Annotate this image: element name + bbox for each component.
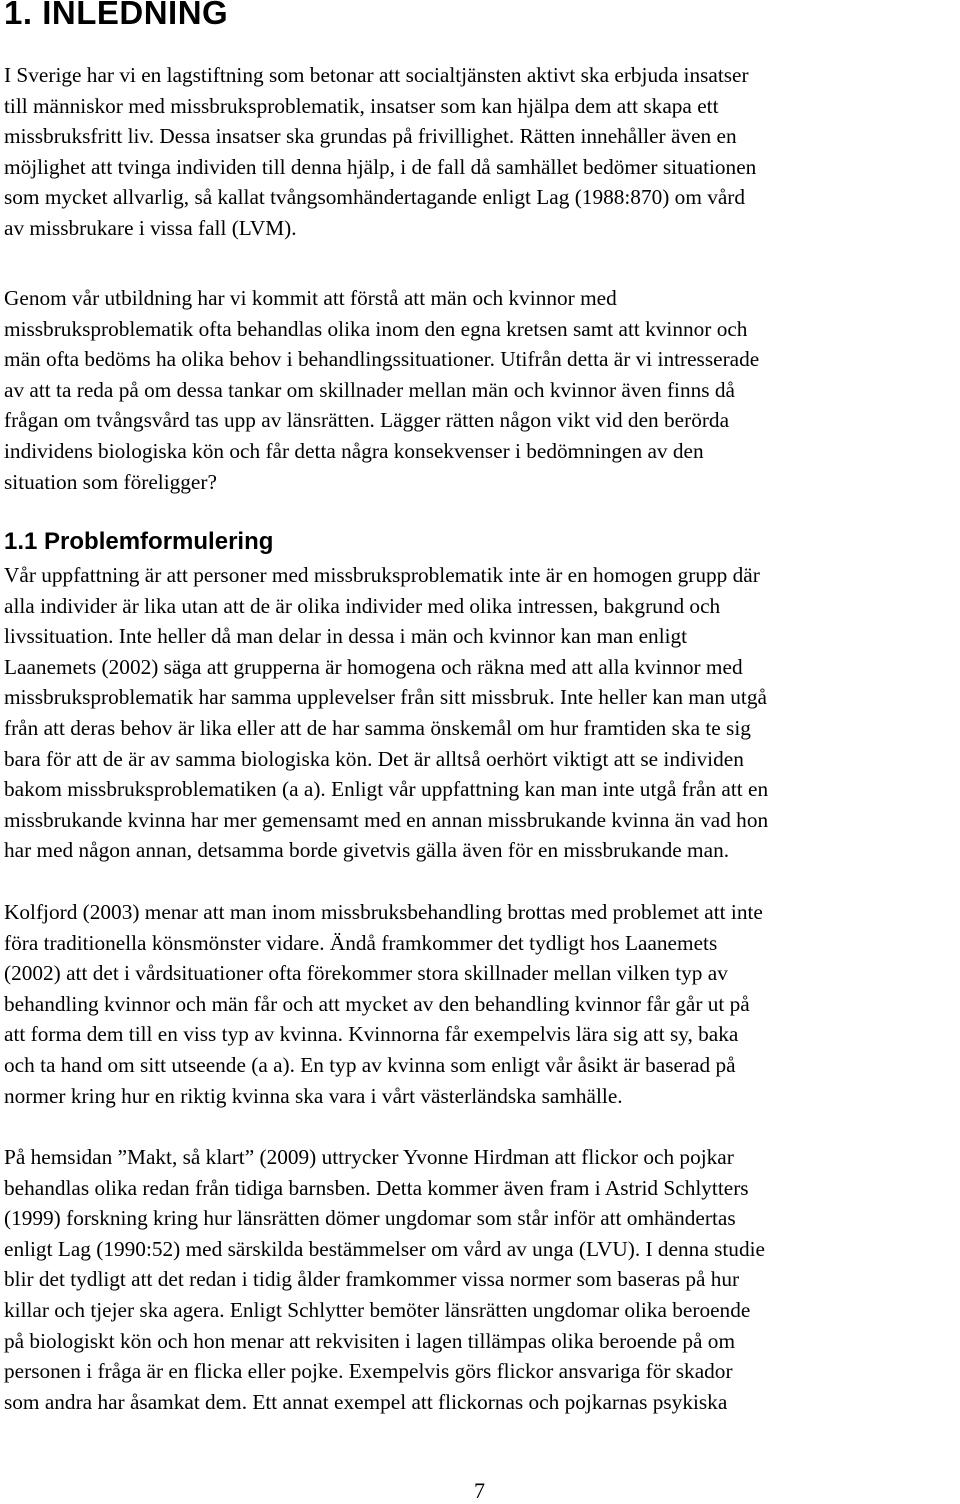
problem-paragraph-3: På hemsidan ”Makt, så klart” (2009) uttrycker Yvonne Hirdman att flickor och pojkar behandlas olika redan från tidiga barnsben. Detta kommer även fram i Astrid Schlytters (1999) forskning kring hur länsrätten dömer ungdomar som står inför att omhändertas enligt Lag (1990:52) med särskilda bestämmelser om vård av unga (LVU). I denna studie blir det tydligt att det redan i tidig ålder framkommer vissa normer som baseras på hur killar och tjejer ska agera. Enligt Schlytter bemöter länsrätten ungdomar olika beroende på biologiskt kön och hon menar att rekvisiten i lagen tillämpas olika beroende på om personen i fråga är en flicka eller pojke. Exempelvis görs flickor ansvariga för skador som andra har åsamkat dem. Ett annat exempel att flickornas och pojkarnas psykiska [4, 1145, 765, 1414]
section-heading: 1.1 Problemformulering [4, 528, 274, 555]
intro-paragraph-2: Genom vår utbildning har vi kommit att förstå att män och kvinnor med missbruksproblematik ofta behandlas olika inom den egna kretsen samt att kvinnor och män ofta bedöms ha olika behov i behandlingssituationer. Utifrån detta är vi intresserade av att ta reda på om dessa tankar om skillnader mellan män och kvinnor även finns då frågan om tvångsvård tas upp av länsrätten. Lägger rätten någon vikt vid den berörda individens biologiska kön och får detta några konsekvenser i bedömningen av den situation som föreligger? [4, 286, 760, 494]
chapter-heading: 1. INLEDNING [4, 0, 229, 31]
document-page [4, 0, 956, 1414]
problem-paragraph-1: Vår uppfattning är att personer med missbruksproblematik inte är en homogen grupp där alla individer är lika utan att de är olika individer med olika intressen, bakgrund och livssituation. Inte heller då man delar in dessa i män och kvinnor kan man enligt Laanemets (2002) säga att grupperna är homogena och räkna med att alla kvinnor med missbruksproblematik har samma upplevelser från sitt missbruk. Inte heller kan man utgå från att deras behov är lika eller att de har samma önskemål om hur framtiden ska te sig bara för att de är av samma biologiska kön. Det är alltså oerhört viktigt att se individen bakom missbruksproblematiken (a a). Enligt vår uppfattning kan man inte utgå från att en missbrukande kvinna har mer gemensamt med en annan missbrukande kvinna än vad hon har med någon annan, detsamma borde givetvis gälla även för en missbrukande man. [4, 563, 769, 863]
intro-paragraph-1: I Sverige har vi en lagstiftning som betonar att socialtjänsten aktivt ska erbjuda insatser till människor med missbruksproblematik, insatser som kan hjälpa dem att skapa ett missbruksfritt liv. Dessa insatser ska grundas på frivillighet. Rätten innehåller även en möjlighet att tvinga individen till denna hjälp, i de fall då samhället bedömer situationen som mycket allvarlig, så kallat tvångsomhändertagande enligt Lag (1988:870) om vård av missbrukare i vissa fall (LVM). [4, 63, 757, 240]
problem-paragraph-2: Kolfjord (2003) menar att man inom missbruksbehandling brottas med problemet att inte föra traditionella könsmönster vidare. Ändå framkommer det tydligt hos Laanemets (2002) att det i vårdsituationer ofta förekommer stora skillnader mellan vilken typ av behandling kvinnor och män får och att mycket av den behandling kvinnor får går ut på att forma dem till en viss typ av kvinna. Kvinnorna får exempelvis lära sig att sy, baka och ta hand om sitt utseende (a a). En typ av kvinna som enligt vår åsikt är baserad på normer kring hur en riktig kvinna ska vara i vårt västerländska samhälle. [4, 900, 763, 1108]
page-number: 7 [474, 1478, 485, 1503]
